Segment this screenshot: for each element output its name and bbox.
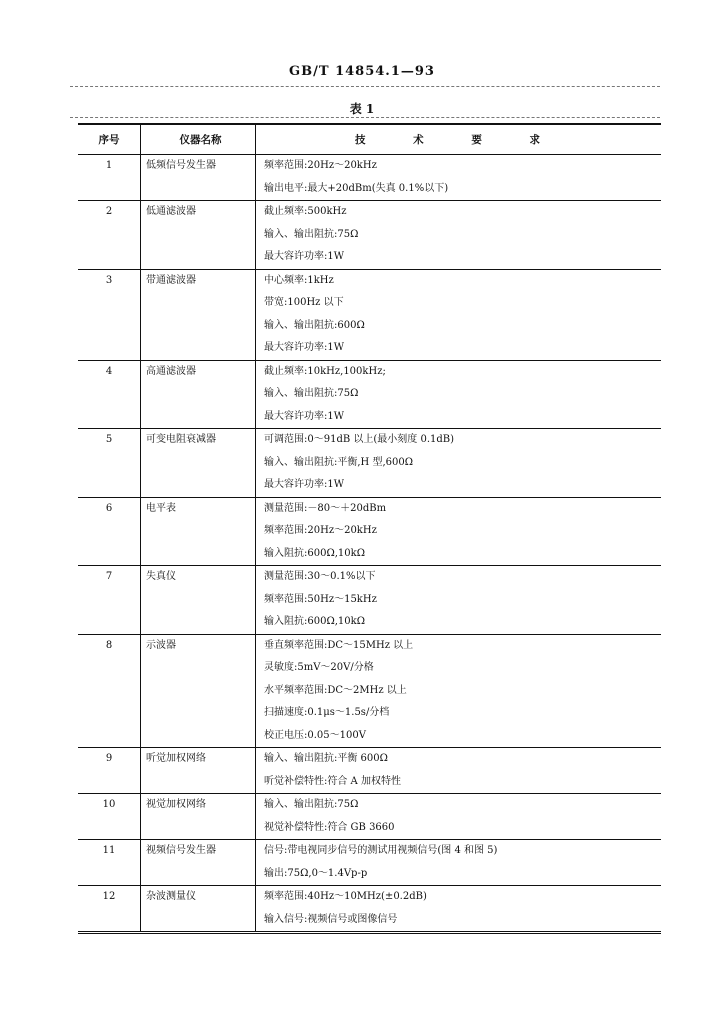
- instrument-name-text: 低频信号发生器: [146, 160, 216, 171]
- table-row: [78, 840, 661, 886]
- requirement-line: 输入、输出阻抗:75Ω: [264, 388, 359, 399]
- instrument-name-text: 示波器: [146, 639, 176, 651]
- requirement-line: 频率范围:50Hz～15kHz: [264, 593, 377, 605]
- technical-requirements: [256, 201, 662, 270]
- row-number: [78, 201, 141, 270]
- requirement-line: 输出:75Ω,0～1.4Vp-p: [264, 867, 368, 879]
- table-row: [78, 794, 661, 840]
- instrument-name-text: 高通滤波器: [146, 365, 196, 377]
- row-number-text: 10: [102, 799, 116, 810]
- row-number-text: 3: [105, 274, 113, 286]
- instrument-name: [141, 497, 256, 566]
- row-number: [78, 794, 141, 840]
- instrument-name-text: 可变电阻衰减器: [146, 434, 216, 445]
- instrument-name-text: 视频信号发生器: [146, 845, 216, 856]
- requirement-line: 最大容许功率:1W: [264, 342, 345, 353]
- requirement-line: 带宽:100Hz 以下: [264, 297, 344, 308]
- row-number: [78, 155, 141, 201]
- instrument-requirements-table: [78, 123, 661, 934]
- instrument-name-text: 听觉加权网络: [146, 753, 206, 764]
- technical-requirements: [256, 634, 662, 748]
- col-header-instrument-name: 仪器名称: [141, 124, 256, 155]
- row-number-text: 9: [105, 753, 113, 764]
- technical-requirements: [256, 566, 662, 635]
- requirement-line: 信号:带电视同步信号的测试用视频信号(图 4 和图 5): [264, 845, 498, 856]
- requirement-line: 中心频率:1kHz: [264, 274, 334, 286]
- requirement-line: 输入、输出阻抗:600Ω: [264, 319, 365, 331]
- requirement-line: 测量范围:30～0.1%以下: [264, 571, 376, 582]
- standard-number: GB/T 14854.1—93: [289, 64, 435, 79]
- col-header-number: 序号: [78, 124, 141, 155]
- requirement-line: 输入、输出阻抗:75Ω: [264, 228, 359, 240]
- requirement-line: 测量范围:－80～＋20dBm: [264, 502, 387, 514]
- instrument-name: [141, 360, 256, 429]
- technical-requirements: [256, 360, 662, 429]
- row-number-text: 8: [105, 639, 113, 651]
- requirement-line: 输入阻抗:600Ω,10kΩ: [264, 547, 366, 559]
- instrument-name: [141, 748, 256, 794]
- technical-requirements: [256, 497, 662, 566]
- requirement-line: 最大容许功率:1W: [264, 251, 345, 262]
- requirement-line: 频率范围:20Hz～20kHz: [264, 525, 377, 536]
- row-number: [78, 360, 141, 429]
- row-number-text: 2: [105, 206, 113, 217]
- instrument-name: [141, 794, 256, 840]
- row-number-text: 12: [102, 891, 116, 902]
- requirement-line: 输入、输出阻抗:平衡,H 型,600Ω: [264, 456, 414, 468]
- table-row: [78, 497, 661, 566]
- instrument-name-text: 电平表: [146, 502, 176, 514]
- row-number: [78, 566, 141, 635]
- instrument-name: [141, 269, 256, 360]
- row-number: [78, 269, 141, 360]
- instrument-name: [141, 634, 256, 748]
- requirement-line: 可调范围:0～91dB 以上(最小刻度 0.1dB): [264, 434, 455, 445]
- requirement-line: 频率范围:40Hz～10MHz(±0.2dB): [264, 891, 427, 902]
- table-row: [78, 429, 661, 498]
- table-row: [78, 269, 661, 360]
- requirement-line: 校正电压:0.05～100V: [264, 729, 366, 741]
- instrument-name: [141, 155, 256, 201]
- table-body: [78, 155, 661, 933]
- row-number-text: 6: [105, 502, 113, 514]
- row-number-text: 1: [105, 160, 113, 171]
- instrument-name: [141, 840, 256, 886]
- instrument-name-text: 带通滤波器: [146, 274, 196, 286]
- row-number: [78, 634, 141, 748]
- technical-requirements: [256, 886, 662, 933]
- requirement-line: 输入阻抗:600Ω,10kΩ: [264, 616, 366, 627]
- row-number: [78, 497, 141, 566]
- col-header-technical-requirements: 技 术 要 求: [256, 124, 662, 155]
- technical-requirements: [256, 269, 662, 360]
- requirement-line: 听觉补偿特性:符合 A 加权特性: [264, 775, 401, 787]
- row-number: [78, 429, 141, 498]
- table-header-row: [78, 124, 661, 155]
- instrument-name: [141, 429, 256, 498]
- instrument-name: [141, 201, 256, 270]
- row-number: [78, 886, 141, 933]
- requirement-line: 视觉补偿特性:符合 GB 3660: [264, 821, 395, 833]
- instrument-name-text: 杂波测量仪: [146, 891, 196, 902]
- table-row: [78, 201, 661, 270]
- instrument-name: [141, 886, 256, 933]
- instrument-name-text: 低通滤波器: [146, 206, 196, 217]
- row-number: [78, 840, 141, 886]
- technical-requirements: [256, 429, 662, 498]
- requirement-line: 最大容许功率:1W: [264, 479, 345, 490]
- requirement-line: 输入、输出阻抗:75Ω: [264, 799, 359, 810]
- caption-rule: [70, 117, 660, 118]
- technical-requirements: [256, 155, 662, 201]
- table-row: [78, 634, 661, 748]
- requirement-line: 截止频率:500kHz: [264, 206, 347, 217]
- table-row: [78, 886, 661, 933]
- table-row: [78, 360, 661, 429]
- table-row: [78, 155, 661, 201]
- row-number: [78, 748, 141, 794]
- table-row: [78, 748, 661, 794]
- requirement-line: 输入、输出阻抗:平衡 600Ω: [264, 753, 388, 764]
- row-number-text: 4: [105, 365, 113, 377]
- requirement-line: 最大容许功率:1W: [264, 410, 345, 422]
- technical-requirements: [256, 748, 662, 794]
- technical-requirements: [256, 840, 662, 886]
- instrument-name-text: 失真仪: [146, 571, 176, 582]
- table-row: [78, 566, 661, 635]
- requirement-line: 灵敏度:5mV～20V/分格: [264, 662, 374, 673]
- instrument-name-text: 视觉加权网络: [146, 799, 206, 810]
- requirement-line: 输出电平:最大+20dBm(失真 0.1%以下): [264, 182, 449, 194]
- technical-requirements: [256, 794, 662, 840]
- requirement-line: 频率范围:20Hz～20kHz: [264, 160, 377, 171]
- header-rule: [70, 86, 660, 87]
- table-caption: 表 1: [349, 102, 375, 116]
- requirement-line: 垂直频率范围:DC～15MHz 以上: [264, 639, 414, 651]
- requirement-line: 输入信号:视频信号或图像信号: [264, 913, 398, 925]
- row-number-text: 11: [102, 845, 116, 856]
- requirement-line: 水平频率范围:DC～2MHz 以上: [264, 684, 407, 696]
- row-number-text: 7: [105, 571, 113, 582]
- requirement-line: 截止频率:10kHz,100kHz;: [264, 365, 386, 377]
- instrument-name: [141, 566, 256, 635]
- requirement-line: 扫描速度:0.1μs～1.5s/分档: [264, 707, 390, 718]
- row-number-text: 5: [105, 434, 113, 445]
